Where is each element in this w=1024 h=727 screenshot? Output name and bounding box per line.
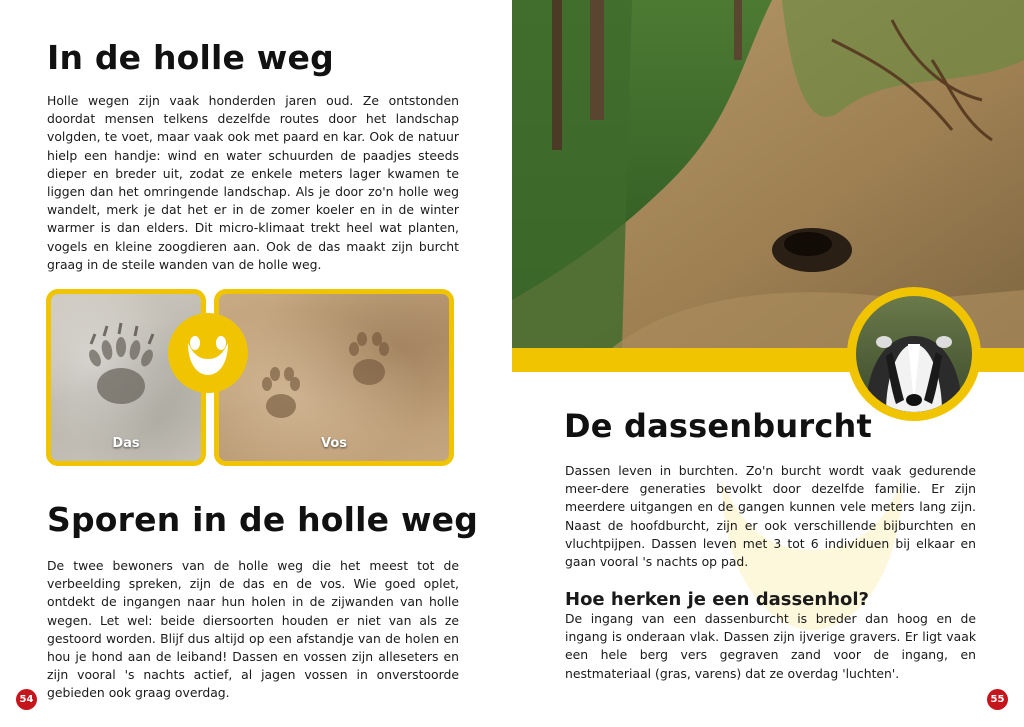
sporen-paragraph: De twee bewoners van de holle weg die het meest tot de verbeelding spreken, zijn de das en de vos. Wie goed oplet, ontdekt de ingangen naar hun holen in de zijwanden van holle wegen. Let wel: beide diersoorten houden er niet van als ze gestoord worden. Blijf dus altijd op een afstandje van de holen en hou je hond aan de leiband! Dassen en vossen zijn alleseters en zijn vooral 's nachts actief, al jagen vossen in onverstoorde gebieden ook graag overdag. xyxy=(47,558,459,701)
dassen-paragraph: Dassen leven in burchten. Zo'n burcht wordt vaak gedurende meer-dere generaties bevolkt door dezelfde familie. Er zijn meerdere uitgangen en de gangen kunnen vele meters lang zijn. Naast de hoofdburcht, zijn er ook verschillende bijburchten en vluchtpijpen. Dassen leven met 3 tot 6 individuen bij elkaar en gaan vooral 's nachts op pad. xyxy=(565,463,976,570)
intro-paragraph: Holle wegen zijn vaak honderden jaren oud. Ze ontstonden doordat mensen telkens dezelfde routes door het landschap volgden, te voet, maar vaak ook met paard en kar. Ook de natuur hielp een handje: wind en water schuurden de paadjes steeds dieper en breder uit, zodat ze enkele meters lager kwamen te liggen dan het omringende landschap. Als je door zo'n holle weg wandelt, merk je dat het er in de zomer koeler en in de winter warmer is dan elders. Dit micro-klimaat trekt heel wat planten, vogels en kleine zoogdieren aan. Ook de das maakt zijn burcht graag in de steile wanden van de holle weg. xyxy=(47,93,459,272)
das-label: Das xyxy=(112,436,140,451)
title-holle-weg: In de holle weg xyxy=(47,38,334,77)
herken-paragraph: De ingang van een dassenburcht is breder dan hoog en de ingang is onderaan vlak. Dassen zijn ijverige gravers. Er ligt vaak een hele berg vers gegraven zand voor de ingang, en nestmateriaal (gras, varens) dat ze overdag 'luchten'. xyxy=(565,611,976,681)
right-page xyxy=(512,0,1024,727)
vos-track-photo xyxy=(214,289,454,466)
vos-label: Vos xyxy=(320,436,348,451)
paw-print-icon xyxy=(168,313,248,393)
title-dassenburcht: De dassenburcht xyxy=(564,407,872,445)
page-number-left: 54 xyxy=(16,689,37,710)
title-sporen: Sporen in de holle weg xyxy=(47,500,479,539)
badger-face-image xyxy=(856,296,972,412)
subtitle-herken: Hoe herken je een dassenhol? xyxy=(565,589,869,610)
page-number-right: 55 xyxy=(987,689,1008,710)
badger-portrait xyxy=(847,287,981,421)
